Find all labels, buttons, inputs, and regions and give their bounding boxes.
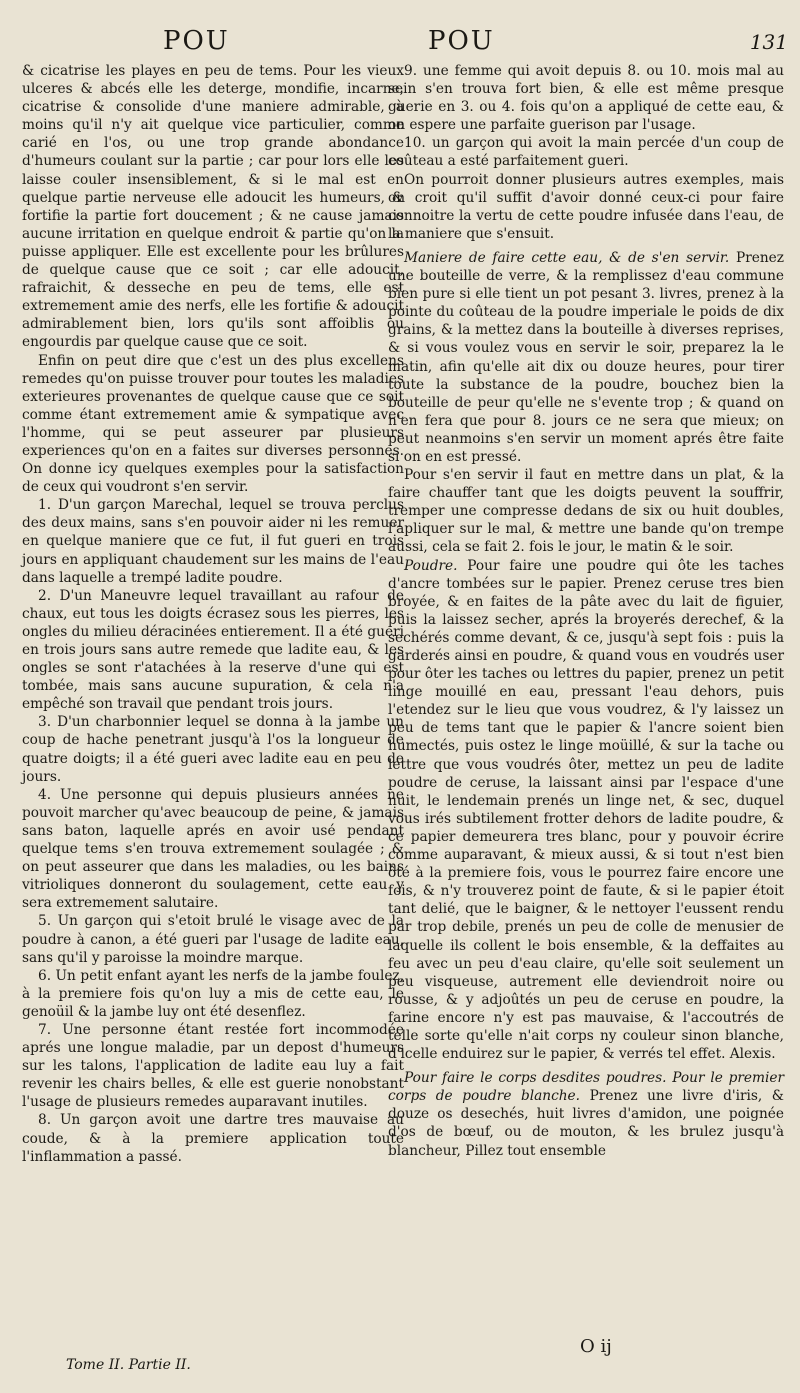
corps-text: Prenez une livre d'iris, & douze os desechés, huit livres d'amidon, une poignée d'os de bœuf, ou de mouton, & les brulez jusqu'à blancheur, Pillez tout ensemble [388,1088,784,1159]
poudre-section [388,557,784,1064]
example-5: 5. Un garçon qui s'etoit brulé le visage avec de la poudre à canon, a été gueri par l'usage de ladite eau, sans qu'il y paroisse la moindre marque. [22,913,404,966]
maniere-text: Prenez une bouteille de verre, & la remplissez d'eau commune bien pure si elle tient un pot pesant 3. livres, prenez à la pointe du coûteau de la poudre imperiale le poids de dix grains, & la mettez dans la bouteille à diverses reprises, & si vous voulez vous en servir le soir, preparez la le matin, afin qu'elle ait dix ou douze heures, pour tirer toute la substance de la poudre, bouchez bien la bouteille de peur qu'elle ne s'evente trop ; & quand on n'en fera que pour 8. jours ce ne sera que mieux; on peut neanmoins s'en servir un moment aprés être faite si on en est pressé. [388,249,784,465]
maniere-usage: Pour s'en servir il faut en mettre dans un plat, & la faire chauffer tant que les doigts peuvent la souffrir, tremper une compresse dedans de six ou huit doubles, l'apliquer sur le mal, & mettre une bande qu'on trempe aussi, cela se fait 2. fois le jour, le matin & le soir. [388,467,784,556]
example-8: 8. Un garçon avoit une dartre tres mauvaise au coude, & à la premiere application toute l'inflammation a passé. [22,1112,404,1165]
poudre-heading: Poudre. [404,557,458,574]
paragraph: On pourroit donner plusieurs autres exemples, mais on croit qu'il suffit d'avoir donné ceux-ci pour faire connoitre la vertu de cette poudre infusée dans l'eau, de la maniere que s'ensuit. [388,171,784,242]
volume-footer: Tome II. Partie II. [66,1357,191,1373]
left-column [22,62,404,1166]
example-6: 6. Un petit enfant ayant les nerfs de la jambe foulez, à la premiere fois qu'on luy a mis de cette eau, le genoüil & la jambe luy ont été desenflez. [22,967,404,1020]
paragraph: & cicatrise les playes en peu de tems. Pour les vieux ulceres & abcés elle les deterge, mondifie, incarne, cicatrise & consolide d'une maniere admirable, à moins qu'il n'y ait quelque vice particulier, comme carié en l'os, ou une trop grande abondance d'humeurs coulant sur la partie ; car pour lors elle les laisse couler insensiblement, & si le mal est en quelque partie nerveuse elle adoucit les humeurs, & fortifie la partie fort doucement ; & ne cause jamais aucune irritation en quelque endroit & partie qu'on la puisse appliquer. Elle est excellente pour les brûlures de quelque cause que ce soit ; car elle adoucit, rafraichit, & desseche en peu de tems, elle est extremement amie des nerfs, elle les fortifie & adoucit admirablement bien, lors qu'ils sont affoiblis ou engourdis par quelque cause que ce soit. [22,63,404,351]
paragraph: Enfin on peut dire que c'est un des plus excellens remedes qu'on puisse trouver pour toutes les maladies exterieures provenantes de quelque cause que ce soit comme étant extremement amie & sympatique avec l'homme, qui se peut asseurer par plusieurs experiences qu'on en a faites sur diverses personnes. On donne icy quelques exemples pour la satisfaction de ceux qui voudront s'en servir. [22,352,404,496]
example-7: 7. Une personne étant restée fort incommodée aprés une longue maladie, par un depost d'humeurs sur les talons, l'application de ladite eau luy a fait revenir les chairs belles, & elle est guerie nonobstant l'usage de plusieurs remedes auparavant inutiles. [22,1021,404,1111]
example-3: 3. D'un charbonnier lequel se donna à la jambe un coup de hache penetrant jusqu'à l'os la longueur de quatre doigts; il a été gueri avec ladite eau en peu de jours. [22,714,404,785]
example-1: 1. D'un garçon Marechal, lequel se trouva perclus des deux mains, sans s'en pouvoir aider ni les remuer en quelque maniere que ce fut, il fut gueri en trois jours en appliquant chaudement sur les mains de l'eau dans laquelle a trempé ladite poudre. [22,497,404,586]
poudre-text: Pour faire une poudre qui ôte les taches d'ancre tombées sur le papier. Prenez ceruse tres bien broyée, & en faites de la pâte avec du lait de figuier, puis la laissez secher, aprés la broyerés derechef, & la sechérés comme devant, & ce, jusqu'à sept fois : puis la garderés ainsi en poudre, & quand vous en voudrés user pour ôter les taches ou lettres du papier, prenez un petit linge mouillé en eau, pressant l'eau dehors, puis l'etendez sur le lieu que vous voudrez, & l'y laissez un peu de tems tant que le papier & l'ancre soient bien humectés, puis ostez le linge moüillé, & sur la tache ou lettre que vous voudrés ôter, mettez un peu de ladite poudre de ceruse, la laissant ainsi par l'espace d'une nuit, le lendemain prenés un linge net, & sec, duquel vous irés subtilement frotter dehors de ladite poudre, & ce papier demeurera tres blanc, pour y pouvoir écrire comme auparavant, & mieux aussi, & si tout n'est bien ôté à la premiere fois, vous le pourrez faire encore une fois, & n'y trouverez point de faute, & si le papier étoit tant delié, que le baigner, & le nettoyer l'eussent rendu par trop debile, prenés un peu de colle de menusier de laquelle ils collent le bois ensemble, & la deffaites au feu avec un peu d'eau claire, qu'elle soit seulement un peu visqueuse, autrement elle deviendroit noire ou rousse, & y adjoûtés un peu de ceruse en poudre, la farine encore n'y est pas mauvaise, & l'accoutrés de telle sorte qu'elle n'ait corps ny couleur sinon blanche, d'icelle enduirez sur le papier, & verrés tel effet. Alexis. [388,557,784,1063]
right-column [388,62,784,1160]
corps-section [388,1069,784,1159]
example-9: 9. une femme qui avoit depuis 8. ou 10. mois mal au sein s'en trouva fort bien, & elle est même presque guerie en 3. ou 4. fois qu'on a appliqué de cette eau, & on espere une parfaite guerison par l'usage. [388,63,784,134]
corps-heading: Pour faire le corps desdites poudres. Pour le premier corps de poudre blanche. [388,1070,784,1105]
page-number: 131 [749,30,788,54]
maniere-heading: Maniere de faire cette eau, & de s'en servir. [404,249,730,266]
signature-mark: O ij [580,1336,612,1357]
maniere-section [388,249,784,466]
example-2: 2. D'un Maneuvre lequel travaillant au rafour de chaux, eut tous les doigts écrasez sous les pierres, les ongles du milieu déracinées entierement. Il a été gueri en trois jours sans autre remede que ladite eau, & les ongles se sont r'atachées à la reserve d'une qui est tombée, mais sans aucune supuration, & cela n'a empêché son travail que pendant trois jours. [22,587,404,713]
example-4: 4. Une personne qui depuis plusieurs années ne pouvoit marcher qu'avec beaucoup de peine, & jamais sans baton, laquelle aprés en avoir usé pendant quelque tems s'en trouva extremement soulagée ; & on peut asseurer que dans les maladies, ou les bains vitrioliques donneront du soulagement, cette eau y sera extremement salutaire. [22,786,404,912]
page-header [0,26,800,60]
running-head-right: POU [428,26,495,56]
running-head-left: POU [163,26,230,56]
example-10: 10. un garçon qui avoit la main percée d'un coup de coûteau a esté parfaitement gueri. [388,135,784,170]
